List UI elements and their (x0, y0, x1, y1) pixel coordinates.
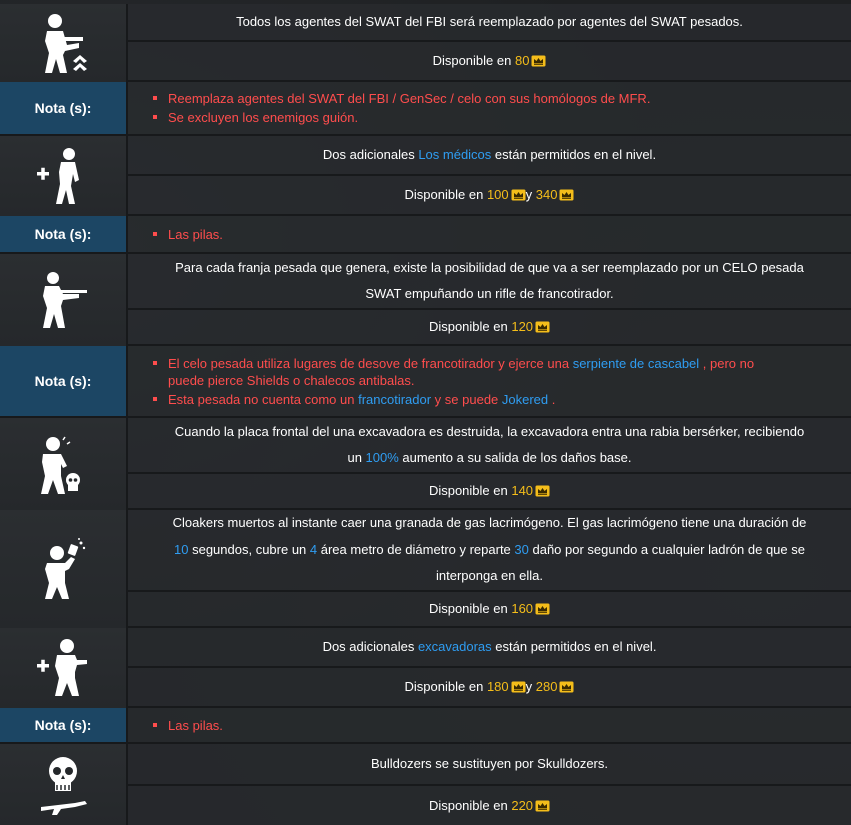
upgrade-row-bulldozers (0, 628, 851, 708)
upgrade-row-medics (0, 136, 851, 216)
description-text: aumento a su salida de los daños base. (398, 450, 632, 465)
level-value: 140 (511, 483, 534, 498)
skulldozer-icon (0, 744, 128, 825)
description-text: Cuando la placa frontal del una excavadora es destruida, la excavadora entra una rabia bersérker, recibiendo (174, 424, 805, 439)
note-row (0, 216, 851, 254)
note-item: Las pilas. (152, 717, 851, 734)
availability-line (128, 668, 851, 708)
note-label: Nota (s): (0, 216, 128, 254)
upgrade-description (128, 628, 851, 668)
upgrade-description: Bulldozers se sustituyen por Skulldozers. (128, 744, 851, 786)
note-text: El celo pesada utiliza lugares de desove de francotirador y ejerce una (168, 355, 573, 371)
note-row (0, 346, 851, 418)
note-item: Reemplaza agentes del SWAT del FBI / GenSec / celo con sus homólogos de MFR. (152, 90, 851, 107)
infamy-badge-icon (535, 485, 550, 497)
upgrade-description (128, 254, 851, 310)
upgrade-description (128, 510, 851, 592)
note-label: Nota (s): (0, 346, 128, 418)
level-value: 160 (511, 601, 534, 616)
bulldozer-rage-icon (0, 418, 128, 510)
upgrade-row-cloaker-gas (0, 510, 851, 628)
note-label: Nota (s): (0, 82, 128, 136)
availability-line (128, 592, 851, 628)
availability-line (128, 786, 851, 825)
availability-prefix: Disponible en (404, 679, 484, 694)
note-row (0, 708, 851, 744)
availability-line (128, 176, 851, 216)
note-row (0, 82, 851, 136)
availability-prefix: Disponible en (428, 483, 508, 498)
upgrade-description: Todos los agentes del SWAT del FBI será reemplazado por agentes del SWAT pesados. (128, 4, 851, 42)
infamy-badge-icon (535, 603, 550, 615)
add-bulldozer-icon (0, 628, 128, 708)
upgrade-description (128, 136, 851, 176)
description-text: Dos adicionales (322, 147, 419, 162)
level-value: 220 (511, 797, 534, 813)
description-text: SWAT empuñando un rifle de francotirador. (365, 286, 614, 301)
upgrade-description (128, 418, 851, 474)
description-text: Cloakers muertos al instante caer una granada de gas lacrimógeno. El gas lacrimógeno tiene una duración de (172, 515, 807, 531)
upgrade-row-sniper (0, 254, 851, 346)
infamy-badge-icon (531, 55, 546, 67)
description-text: Para cada franja pesada que genera, existe la posibilidad de que va a ser reemplazado por un CELO pesada (175, 260, 804, 275)
highlight-value: 10 (174, 541, 189, 557)
note-text: y se puede (431, 391, 502, 407)
availability-prefix: Disponible en (404, 187, 484, 202)
availability-line (128, 42, 851, 82)
level-joiner: y (525, 187, 533, 202)
description-text: un (347, 450, 366, 465)
note-text: . (548, 391, 556, 407)
rattlesnake-link[interactable]: serpiente de cascabel (572, 355, 700, 371)
description-text: están permitidos en el nivel. (491, 147, 657, 162)
availability-line (128, 310, 851, 346)
upgrade-row-heavy-swat (0, 4, 851, 82)
note-text: puede pierce Shields o chalecos antibalas. (168, 372, 415, 388)
note-item (152, 391, 851, 408)
description-text: interponga en ella. (436, 568, 543, 584)
level-value: 340 (535, 187, 558, 202)
add-medic-icon (0, 136, 128, 216)
level-value: 180 (486, 679, 509, 694)
infamy-badge-icon (535, 800, 550, 812)
infamy-badge-icon (511, 681, 526, 693)
availability-prefix: Disponible en (428, 319, 508, 334)
level-joiner: y (525, 679, 533, 694)
bulldozers-link[interactable]: excavadoras (417, 639, 492, 654)
upgrade-row-bulldozer-rage (0, 418, 851, 510)
medics-link[interactable]: Los médicos (418, 147, 492, 162)
description-text: área metro de diámetro y reparte (317, 541, 515, 557)
sniper-icon (0, 254, 128, 346)
note-label: Nota (s): (0, 708, 128, 744)
availability-prefix: Disponible en (428, 797, 508, 813)
level-value: 280 (535, 679, 558, 694)
highlight-value: 4 (309, 541, 318, 557)
infamy-badge-icon (511, 189, 526, 201)
level-value: 100 (486, 187, 509, 202)
note-text: Esta pesada no cuenta como un (168, 391, 359, 407)
description-text: Dos adicionales (322, 639, 418, 654)
upgrade-row-skulldozer (0, 744, 851, 825)
description-text: están permitidos en el nivel. (491, 639, 657, 654)
level-value: 80 (514, 53, 530, 68)
availability-line (128, 474, 851, 510)
sniper-link[interactable]: francotirador (358, 391, 432, 407)
cloaker-gas-icon (0, 510, 128, 628)
infamy-badge-icon (559, 681, 574, 693)
note-item: Las pilas. (152, 226, 851, 243)
heavy-swat-upgrade-icon (0, 4, 128, 82)
infamy-badge-icon (535, 321, 550, 333)
description-text: daño por segundo a cualquier ladrón de que se (528, 541, 805, 557)
highlight-value: 100% (365, 450, 399, 465)
level-value: 120 (511, 319, 534, 334)
infamy-badge-icon (559, 189, 574, 201)
availability-prefix: Disponible en (432, 53, 512, 68)
highlight-value: 30 (514, 541, 529, 557)
note-item: Se excluyen los enemigos guión. (152, 109, 851, 126)
note-text: , pero no (699, 355, 755, 371)
jokered-link[interactable]: Jokered (501, 391, 549, 407)
availability-prefix: Disponible en (428, 601, 508, 616)
note-item (152, 355, 851, 389)
description-text: segundos, cubre un (188, 541, 310, 557)
